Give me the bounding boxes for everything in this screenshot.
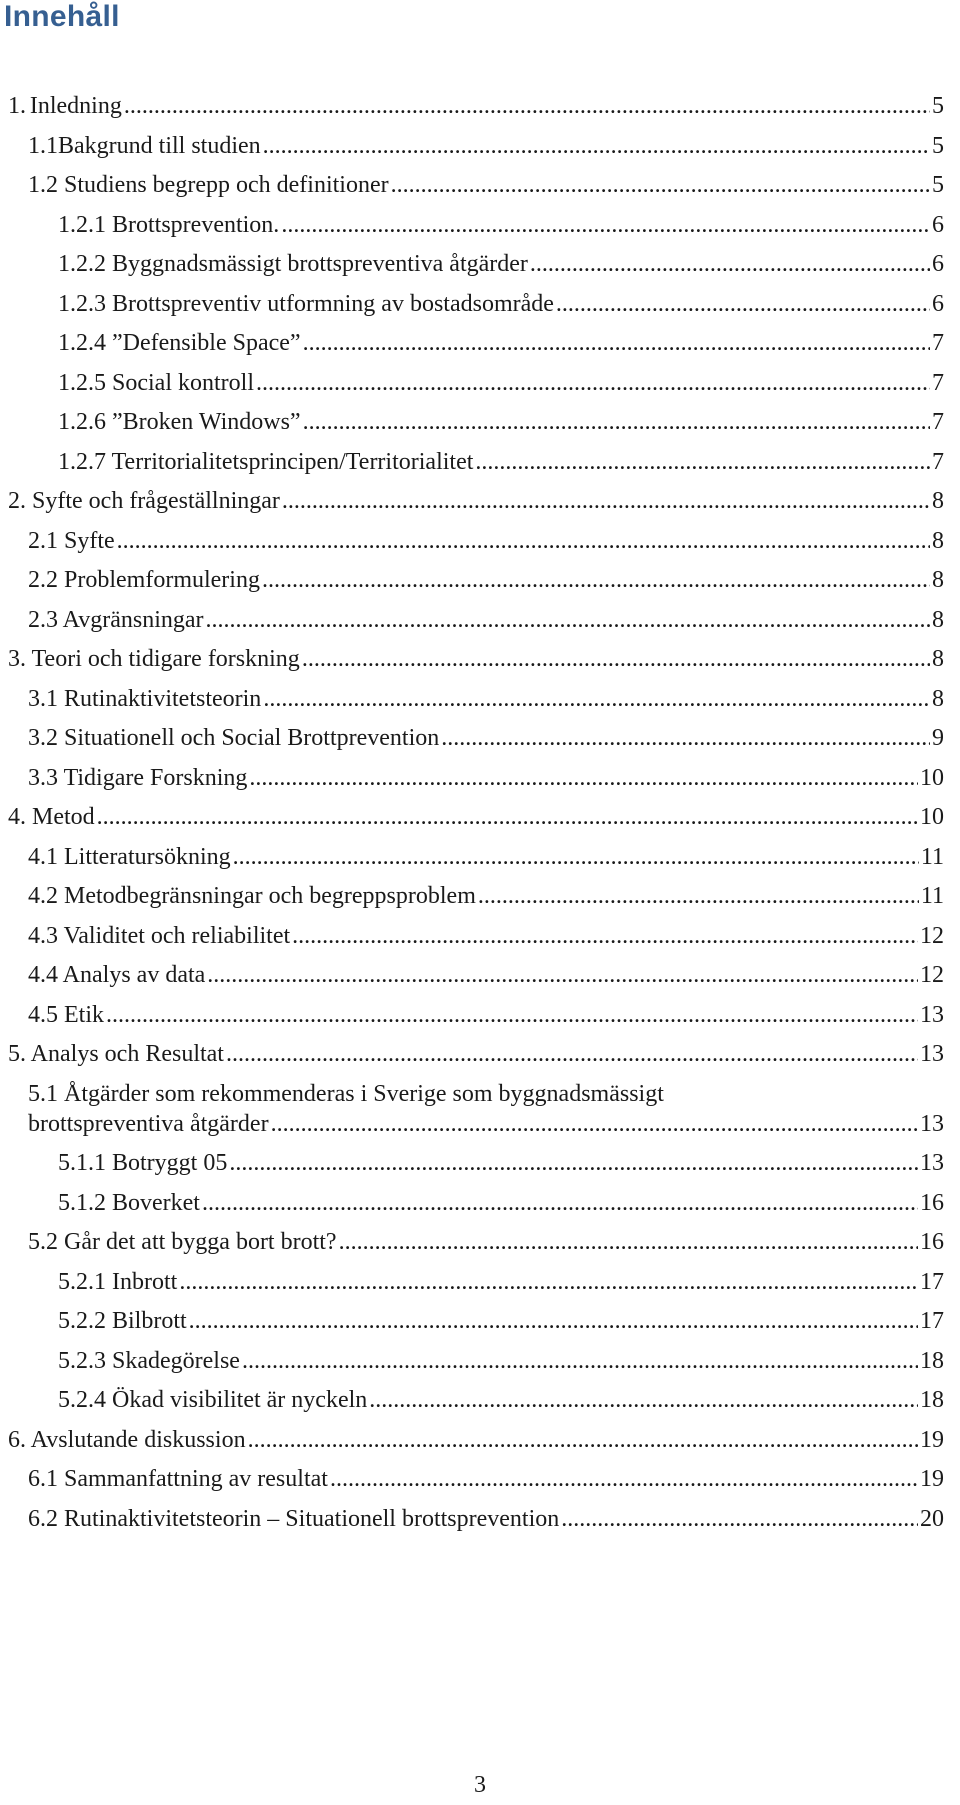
toc-entry[interactable] xyxy=(8,86,944,126)
toc-entry-label: Inledning xyxy=(29,93,122,119)
toc-leader-dots xyxy=(263,126,930,166)
toc-entry[interactable] xyxy=(28,916,944,956)
toc-leader-dots xyxy=(391,165,930,205)
toc-entry-label: 1.2.4 ”Defensible Space” xyxy=(58,330,301,356)
toc-entry-page: 8 xyxy=(932,685,944,712)
toc-entry-page: 12 xyxy=(920,922,944,949)
toc-entry[interactable] xyxy=(58,442,944,482)
toc-entry[interactable] xyxy=(58,1380,944,1420)
toc-entry-label: 5.2.3 Skadegörelse xyxy=(58,1347,240,1374)
toc-entry-page: 8 xyxy=(932,567,944,593)
toc-entry-page: 19 xyxy=(920,1466,944,1492)
toc-entry-line1: 5.1 Åtgärder som rekommenderas i Sverige som byggnadsmässigt xyxy=(28,1080,664,1107)
toc-leader-dots xyxy=(229,1143,918,1183)
toc-entry-page: 7 xyxy=(932,409,944,435)
toc-entry-label: 3. Teori och tidigare forskning xyxy=(8,646,300,672)
toc-entry[interactable] xyxy=(28,679,944,719)
toc-entry-page: 5 xyxy=(932,132,944,159)
toc-entry-label: 1.2.2 Byggnadsmässigt brottspreventiva åtgärder xyxy=(58,251,528,277)
toc-entry-page: 13 xyxy=(920,1001,944,1028)
toc-leader-dots xyxy=(207,955,918,995)
toc-leader-dots xyxy=(530,244,930,284)
toc-entry-page: 6 xyxy=(932,251,944,277)
toc-entry[interactable] xyxy=(28,1499,944,1539)
toc-leader-dots xyxy=(263,679,930,719)
toc-leader-dots xyxy=(302,639,930,679)
toc-entry[interactable] xyxy=(28,995,944,1035)
toc-leader-dots xyxy=(303,402,930,442)
toc-entry-label: 4.4 Analys av data xyxy=(28,962,206,988)
toc-leader-dots xyxy=(303,323,930,363)
toc-entry-number: 1.1 xyxy=(28,132,58,159)
toc-leader-dots xyxy=(256,363,930,403)
toc-entry[interactable] xyxy=(28,126,944,166)
toc-entry-label: 3.3 Tidigare Forskning xyxy=(28,764,248,791)
toc-entry[interactable] xyxy=(28,718,944,758)
toc-leader-dots xyxy=(441,718,930,758)
toc-leader-dots xyxy=(271,1104,918,1144)
toc-entry-label: 3.1 Rutinaktivitetsteorin xyxy=(28,685,262,712)
toc-entry-label: 1.2 Studiens begrepp och definitioner xyxy=(28,172,389,198)
toc-entry[interactable] xyxy=(28,876,944,916)
toc-entry-label: 5.2.4 Ökad visibilitet är nyckeln xyxy=(58,1387,368,1413)
toc-entry[interactable] xyxy=(58,284,944,324)
toc-leader-dots xyxy=(249,758,918,798)
toc-entry[interactable] xyxy=(58,363,944,403)
toc-leader-dots xyxy=(339,1222,918,1262)
toc-entry-page: 7 xyxy=(932,448,944,475)
toc-entry[interactable] xyxy=(28,1459,944,1499)
toc-leader-dots xyxy=(233,837,919,877)
toc-entry-label: 5.1.2 Boverket xyxy=(58,1189,200,1216)
toc-entry-page: 18 xyxy=(920,1347,944,1374)
toc-leader-dots xyxy=(262,560,930,600)
toc-leader-dots xyxy=(189,1301,918,1341)
toc-entry-page: 13 xyxy=(920,1150,944,1176)
toc-entry-label: 6. Avslutande diskussion xyxy=(8,1426,246,1453)
toc-leader-dots xyxy=(369,1380,918,1420)
toc-entry-label: 2.3 Avgränsningar xyxy=(28,606,204,633)
toc-entry-page: 10 xyxy=(920,764,944,791)
toc-entry-page: 8 xyxy=(932,527,944,554)
toc-leader-dots xyxy=(226,1034,918,1074)
toc-leader-dots xyxy=(282,481,930,521)
toc-entry-label: 3.2 Situationell och Social Brottprevention xyxy=(28,725,440,751)
toc-leader-dots xyxy=(97,797,918,837)
toc-entry-label: 2. Syfte och frågeställningar xyxy=(8,488,280,514)
toc-entry-label: 1.2.5 Social kontroll xyxy=(58,369,254,396)
toc-entry-label: 5.2.2 Bilbrott xyxy=(58,1308,187,1334)
toc-entry[interactable] xyxy=(28,600,944,640)
toc-entry-label: 4.2 Metodbegränsningar och begreppsproblem xyxy=(28,883,476,909)
toc-entry-label: 1.2.7 Territorialitetsprincipen/Territorialitet xyxy=(58,448,474,475)
toc-leader-dots xyxy=(248,1420,918,1460)
toc-entry-page: 8 xyxy=(932,606,944,633)
toc-entry-page: 6 xyxy=(932,290,944,317)
toc-entry-page: 11 xyxy=(920,843,944,870)
toc-entry-page: 16 xyxy=(920,1229,944,1255)
toc-entry-page: 16 xyxy=(920,1189,944,1216)
toc-entry-label: 4.1 Litteratursökning xyxy=(28,843,231,870)
toc-leader-dots xyxy=(206,600,930,640)
toc-leader-dots xyxy=(202,1183,918,1223)
toc-entry-page: 17 xyxy=(920,1308,944,1334)
toc-entry-label: 2.1 Syfte xyxy=(28,527,115,554)
toc-entry-label: Bakgrund till studien xyxy=(58,132,261,159)
toc-entry-label: brottspreventiva åtgärder xyxy=(28,1110,269,1137)
toc-entry[interactable] xyxy=(58,1183,944,1223)
toc-title: Innehåll xyxy=(4,0,120,33)
toc-entry-label: 4.5 Etik xyxy=(28,1001,104,1028)
toc-entry-page: 8 xyxy=(932,646,944,672)
toc-leader-dots xyxy=(292,916,918,956)
toc-leader-dots xyxy=(106,995,918,1035)
toc-entry-label: 5. Analys och Resultat xyxy=(8,1041,224,1067)
toc-entry-number: 1. xyxy=(8,93,26,119)
toc-entry-page: 7 xyxy=(932,330,944,356)
toc-entry-page: 18 xyxy=(920,1387,944,1413)
toc-leader-dots xyxy=(475,442,930,482)
toc-entry[interactable] xyxy=(28,1104,944,1144)
toc-entry[interactable] xyxy=(28,837,944,877)
toc-entry[interactable] xyxy=(58,205,944,245)
toc-leader-dots xyxy=(281,205,930,245)
toc-entry-page: 12 xyxy=(920,962,944,988)
page-number: 3 xyxy=(474,1772,486,1798)
toc-entry[interactable] xyxy=(58,402,944,442)
toc-leader-dots xyxy=(330,1459,918,1499)
toc-entry[interactable] xyxy=(58,323,944,363)
toc-entry-page: 6 xyxy=(932,211,944,238)
toc-leader-dots xyxy=(124,86,930,126)
toc-entry[interactable] xyxy=(28,1222,944,1262)
toc-entry-page: 11 xyxy=(920,883,944,909)
toc-entry[interactable] xyxy=(58,1143,944,1183)
toc-entry-page: 5 xyxy=(932,172,944,198)
toc-entry-label: 6.2 Rutinaktivitetsteorin – Situationell brottsprevention xyxy=(28,1505,560,1532)
toc-entry-page: 19 xyxy=(920,1426,944,1453)
toc-entry[interactable] xyxy=(8,639,944,679)
toc-leader-dots xyxy=(556,284,930,324)
toc-entry-label: 5.1.1 Botryggt 05 xyxy=(58,1150,228,1176)
toc-entry[interactable] xyxy=(28,521,944,561)
toc-entry-page: 20 xyxy=(920,1505,944,1532)
toc-entry-page: 13 xyxy=(920,1110,944,1137)
toc-entry-label: 4. Metod xyxy=(8,804,95,830)
toc-entry[interactable] xyxy=(8,1034,944,1074)
toc-entry-page: 17 xyxy=(920,1268,944,1295)
toc-entry[interactable] xyxy=(28,560,944,600)
toc-leader-dots xyxy=(117,521,930,561)
toc-entry[interactable] xyxy=(28,165,944,205)
toc-entry[interactable] xyxy=(8,481,944,521)
toc-entry[interactable] xyxy=(58,1341,944,1381)
toc-entry[interactable] xyxy=(58,244,944,284)
toc-entry[interactable] xyxy=(28,758,944,798)
toc-entry-label: 1.2.1 Brottsprevention. xyxy=(58,211,280,238)
toc-leader-dots xyxy=(179,1262,918,1302)
toc-entry-label: 6.1 Sammanfattning av resultat xyxy=(28,1466,328,1492)
toc-entry-page: 13 xyxy=(920,1041,944,1067)
toc-entry-page: 10 xyxy=(920,804,944,830)
toc-entry-page: 9 xyxy=(932,725,944,751)
toc-leader-dots xyxy=(561,1499,918,1539)
toc-entry-label: 4.3 Validitet och reliabilitet xyxy=(28,922,291,949)
toc-entry[interactable] xyxy=(8,797,944,837)
toc-entry-page: 7 xyxy=(932,369,944,396)
toc-entry-page: 8 xyxy=(932,488,944,514)
toc-leader-dots xyxy=(478,876,919,916)
toc-entry-label: 5.2.1 Inbrott xyxy=(58,1268,178,1295)
toc-entry[interactable] xyxy=(8,1420,944,1460)
toc-entry-label: 2.2 Problemformulering xyxy=(28,567,260,593)
toc-entry[interactable] xyxy=(28,955,944,995)
toc-entry-label: 1.2.3 Brottspreventiv utformning av bostadsområde xyxy=(58,290,554,317)
toc-entry-page: 5 xyxy=(932,93,944,119)
toc-entry-label: 5.2 Går det att bygga bort brott? xyxy=(28,1229,337,1255)
toc-entry[interactable] xyxy=(58,1262,944,1302)
toc-leader-dots xyxy=(242,1341,918,1381)
toc-entry[interactable] xyxy=(58,1301,944,1341)
toc-entry-label: 1.2.6 ”Broken Windows” xyxy=(58,409,301,435)
